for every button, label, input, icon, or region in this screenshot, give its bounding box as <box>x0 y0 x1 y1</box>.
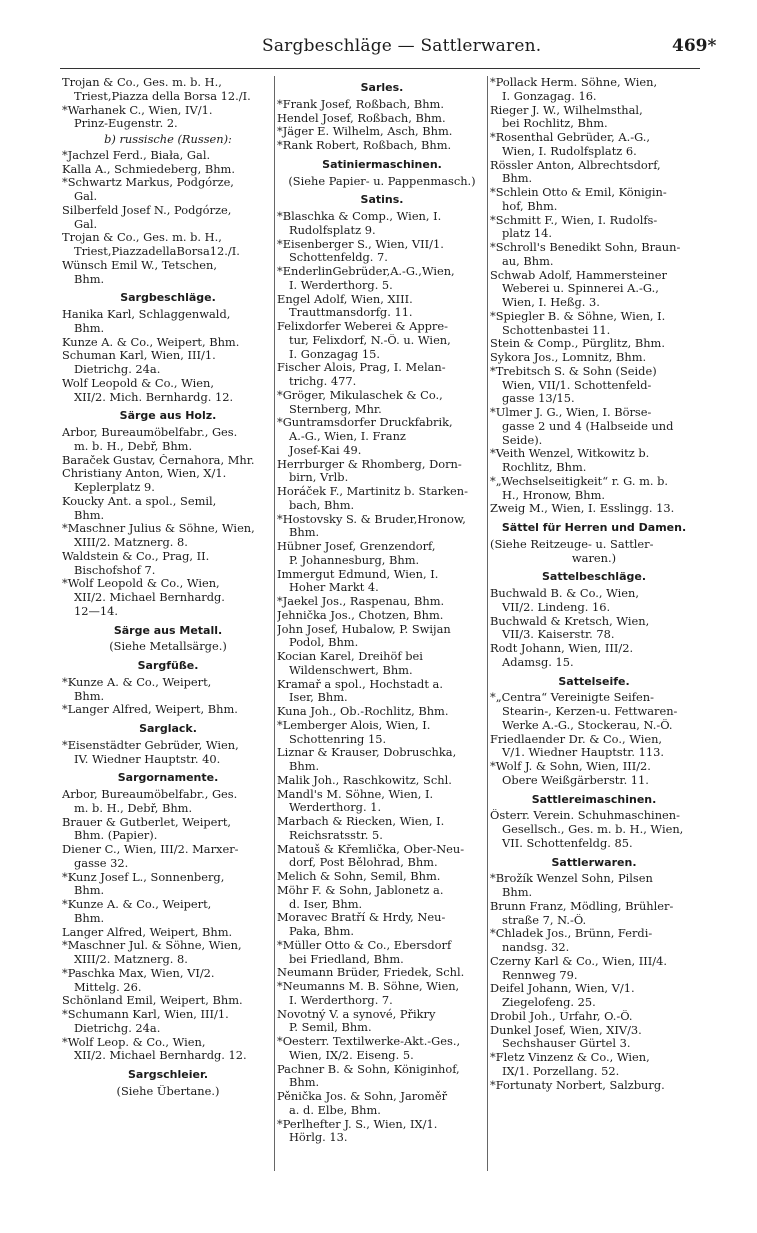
entry-line: Möhr F. & Sohn, Jablonetz a. <box>277 883 444 897</box>
entry-line: Rodt Johann, Wien, III/2. <box>490 642 634 655</box>
entry-continuation: Bhm. (Papier). <box>74 829 158 843</box>
entry-line: Pěnička Jos. & Sohn, Jaroměř <box>277 1090 448 1103</box>
entry-line: Trojan & Co., Ges. m. b. H., <box>62 231 222 245</box>
entry-line: Christiany Anton, Wien, X/1. <box>62 467 227 481</box>
entry-continuation: hof, Bhm. <box>502 199 558 213</box>
entry-line: *Hostovsky S. & Bruder,Hronow, <box>277 512 466 526</box>
entry-continuation: Bhm. <box>74 272 105 286</box>
entry-continuation: bei Friedland, Bhm. <box>289 952 404 966</box>
entry-line: Rieger J. W., Wilhelmsthal, <box>490 103 643 117</box>
entry-continuation: H., Hronow, Bhm. <box>502 488 605 502</box>
entry-continuation: Josef-Kai 49. <box>289 443 362 457</box>
entry-line: Zweig M., Wien, I. Esslingg. 13. <box>490 502 675 516</box>
entry-continuation: Bhm. <box>289 526 320 540</box>
entry-continuation: m. b. H., Debř, Bhm. <box>74 801 193 815</box>
section-heading: Satiniermaschinen. <box>322 157 442 171</box>
entry-line: *Langer Alfred, Weipert, Bhm. <box>62 703 238 717</box>
entry-line: *Schumann Karl, Wien, III/1. <box>62 1008 229 1021</box>
entry-line: Schwab Adolf, Hammersteiner <box>490 268 667 282</box>
entry-line: Wünsch Emil W., Tetschen, <box>62 258 217 272</box>
entry-line: Silberfeld Josef N., Podgórze, <box>62 203 232 217</box>
entry-continuation: Bhm. <box>74 508 105 522</box>
entry-line: *Kunz Josef L., Sonnenberg, <box>62 870 225 884</box>
entry-continuation: bach, Bhm. <box>289 498 355 512</box>
entry-line: (Siehe Reitzeuge- u. Sattler- <box>490 537 654 551</box>
entry-line: Friedlaender Dr. & Co., Wien, <box>490 732 663 746</box>
entry-continuation: Gal. <box>74 217 98 231</box>
entry-continuation: m. b. H., Debř, Bhm. <box>74 439 193 453</box>
entry-line: *Frank Josef, Roßbach, Bhm. <box>277 97 444 111</box>
entry-line: Koucky Ant. a spol., Semil, <box>62 494 217 508</box>
entry-continuation: I. Gonzagag 15. <box>289 347 380 361</box>
entry-continuation: I. Werderthorg. 7. <box>289 993 393 1007</box>
section-heading: Sargbeschläge. <box>120 291 216 305</box>
column-right <box>490 76 698 1092</box>
entry-line: Diener C., Wien, III/2. Marxer- <box>62 843 239 856</box>
entry-line: Schönland Emil, Weipert, Bhm. <box>62 994 243 1008</box>
entry-continuation: Bhm. <box>502 886 533 899</box>
entry-continuation: Dietrichg. 24a. <box>74 1021 161 1035</box>
entry-line: Malik Joh., Raschkowitz, Schl. <box>277 773 452 787</box>
entry-line: Czerny Karl & Co., Wien, III/4. <box>490 954 667 968</box>
entry-line: Hanika Karl, Schlaggenwald, <box>62 308 231 321</box>
entry-line: Sykora Jos., Lomnitz, Bhm. <box>490 351 647 364</box>
section-heading: Sattelbeschläge. <box>541 570 647 584</box>
entry-continuation: nandsg. 32. <box>502 941 570 954</box>
entry-continuation: Trauttmansdorfg. 11. <box>289 306 413 320</box>
entry-continuation: Werke A.-G., Stockerau, N.-Ö. <box>502 718 673 732</box>
entry-continuation: Stearin-, Kerzen-u. Fettwaren- <box>502 705 678 718</box>
entry-line: Arbor, Bureaumöbelfabr., Ges. <box>62 788 238 801</box>
entry-continuation: Dietrichg. 24a. <box>74 363 161 376</box>
entry-continuation: A.-G., Wien, I. Franz <box>289 430 406 443</box>
entry-line: Kocian Karel, Dreihöf bei <box>277 650 423 663</box>
section-heading: Sattlereimaschinen. <box>531 792 657 806</box>
header-rule <box>60 68 700 69</box>
entry-line: Kalla A., Schmiedeberg, Bhm. <box>62 162 235 176</box>
entry-continuation: Rochlitz, Bhm. <box>502 461 587 474</box>
entry-continuation: Bhm. <box>502 172 533 186</box>
entry-line: *Neumanns M. B. Söhne, Wien, <box>277 980 460 993</box>
entry-line: Brauer & Gutberlet, Weipert, <box>62 815 232 829</box>
entry-line: *Eisenstädter Gebrüder, Wien, <box>62 738 239 752</box>
entry-line: Felixdorfer Weberei & Appre- <box>277 320 448 333</box>
entry-continuation: au, Bhm. <box>502 254 554 268</box>
section-heading: Sattlerwaren. <box>551 855 637 869</box>
entry-continuation: dorf, Post Bělohrad, Bhm. <box>289 856 438 870</box>
entry-continuation: d. Iser, Bhm. <box>289 897 363 911</box>
entry-continuation: Wien, IX/2. Eiseng. 5. <box>289 1048 414 1062</box>
entry-continuation: Obere Weißgärberstr. 11. <box>502 773 649 787</box>
entry-continuation: gasse 13/15. <box>502 392 575 406</box>
entry-continuation: VII. Schottenfeldg. 85. <box>502 836 633 850</box>
entry-line: *„Centra“ Vereinigte Seifen- <box>490 691 654 705</box>
entry-continuation: Sechshauser Gürtel 3. <box>502 1037 631 1051</box>
entry-continuation: Schottenbastei 11. <box>502 323 611 337</box>
entry-continuation: Adamsg. 15. <box>502 655 574 669</box>
entry-continuation: Gesellsch., Ges. m. b. H., Wien, <box>502 823 684 836</box>
entry-line: *Fletz Vinzenz & Co., Wien, <box>490 1051 650 1064</box>
entry-continuation: Werderthorg. 1. <box>289 801 382 815</box>
entry-continuation: Prinz-Eugenstr. 2. <box>74 117 178 131</box>
entry-line: *Maschner Julius & Söhne, Wien, <box>62 522 255 536</box>
entry-continuation: IV. Wiedner Hauptstr. 40. <box>74 752 221 766</box>
entry-continuation: V/1. Wiedner Hauptstr. 113. <box>502 746 665 760</box>
entry-continuation: Seide). <box>502 433 543 447</box>
entry-continuation: Bhm. <box>74 911 105 925</box>
entry-continuation: bei Rochlitz, Bhm. <box>502 117 608 131</box>
cross-reference: (Siehe Papier- u. Pappenmasch.) <box>288 174 476 188</box>
entry-line: *Blaschka & Comp., Wien, I. <box>277 210 442 223</box>
entry-line: *Guntramsdorfer Druckfabrik, <box>277 416 453 430</box>
entry-line: *Wolf Leopold & Co., Wien, <box>62 577 220 591</box>
entry-line: *Jaekel Jos., Raspenau, Bhm. <box>277 595 445 608</box>
entry-line: Kunze A. & Co., Weipert, Bhm. <box>62 335 240 349</box>
entry-line: *Pollack Herm. Söhne, Wien, <box>490 76 658 89</box>
entry-continuation: trichg. 477. <box>289 375 357 388</box>
entry-line: Marbach & Riecken, Wien, I. <box>277 815 445 828</box>
entry-continuation: birn, Vrlb. <box>289 471 349 485</box>
entry-continuation: Rudolfsplatz 9. <box>289 223 376 237</box>
entry-line: Schuman Karl, Wien, III/1. <box>62 349 216 363</box>
entry-line: Hübner Josef, Grenzendorf, <box>277 540 436 553</box>
entry-line: Matouš & Křemlička, Ober-Neu- <box>277 842 465 856</box>
entry-line: Arbor, Bureaumöbelfabr., Ges. <box>62 426 238 439</box>
entry-continuation: Bhm. <box>74 884 105 898</box>
entry-continuation: Bischofshof 7. <box>74 563 156 577</box>
entry-continuation: Podol, Bhm. <box>289 636 359 650</box>
section-heading: Sarglack. <box>139 722 197 735</box>
entry-line: Baraček Gustav, Černahora, Mhr. <box>62 453 255 467</box>
entry-line: Immergut Edmund, Wien, I. <box>277 567 439 581</box>
column-left <box>62 76 274 1099</box>
entry-line: *Rank Robert, Roßbach, Bhm. <box>277 139 452 152</box>
entry-continuation: Wien, I. Rudolfsplatz 6. <box>502 144 637 158</box>
entry-line: *Eisenberger S., Wien, VII/1. <box>277 237 444 251</box>
entry-continuation: Wildenschwert, Bhm. <box>289 663 413 677</box>
entry-continuation: gasse 2 und 4 (Halbseide und <box>502 419 674 433</box>
entry-continuation: 12—14. <box>74 604 118 618</box>
entry-line: *Wolf J. & Sohn, Wien, III/2. <box>490 760 651 773</box>
column-divider <box>274 76 275 1171</box>
entry-continuation: XIII/2. Matznerg. 8. <box>74 536 188 549</box>
section-heading: Särge aus Metall. <box>113 623 223 637</box>
section-heading: Sattelseife. <box>558 674 630 688</box>
entry-line: John Josef, Hubalow, P. Swijan <box>277 622 451 636</box>
entry-line: *Maschner Jul. & Söhne, Wien, <box>62 939 242 953</box>
entry-continuation: VII/3. Kaiserstr. 78. <box>502 628 615 642</box>
entry-continuation: P. Semil, Bhm. <box>289 1021 372 1035</box>
entry-continuation: straße 7, N.-Ö. <box>502 913 587 927</box>
entry-continuation: Bhm. <box>289 1076 320 1090</box>
entry-continuation: Mittelg. 26. <box>74 980 142 994</box>
entry-line: Mandl's M. Söhne, Wien, I. <box>277 787 434 801</box>
entry-continuation: gasse 32. <box>74 856 129 870</box>
entry-continuation: Schottenring 15. <box>289 732 387 746</box>
entry-line: *Jäger E. Wilhelm, Asch, Bhm. <box>277 125 453 139</box>
section-heading: Sargornamente. <box>117 771 219 785</box>
entry-continuation: Weberei u. Spinnerei A.-G., <box>502 282 659 296</box>
entry-line: Buchwald B. & Co., Wien, <box>490 587 639 600</box>
entry-continuation: tur, Felixdorf, N.-Ö. u. Wien, <box>289 333 451 347</box>
section-heading: Sargschleier. <box>127 1068 209 1081</box>
entry-continuation: Wien, I. Heßg. 3. <box>502 296 600 309</box>
entry-line: Rössler Anton, Albrechtsdorf, <box>490 158 661 172</box>
entry-line: Engel Adolf, Wien, XIII. <box>277 292 413 306</box>
entry-line: *Fortunaty Norbert, Salzburg. <box>490 1078 665 1092</box>
entry-line: *Veith Wenzel, Witkowitz b. <box>490 447 650 461</box>
entry-continuation: I. Gonzagag. 16. <box>502 89 597 103</box>
entry-line: Novotný V. a synové, Přikry <box>277 1007 436 1021</box>
entry-line: Österr. Verein. Schuhmaschinen- <box>490 809 680 823</box>
entry-continuation: XII/2. Michael Bernhardg. <box>74 591 225 604</box>
entry-continuation: Triest,Piazza della Borsa 12./I. <box>74 89 251 103</box>
page-number: 469* <box>672 36 717 56</box>
entry-line: Liznar & Krauser, Dobruschka, <box>277 746 457 760</box>
entry-line: *Gröger, Mikulaschek & Co., <box>277 388 443 402</box>
entry-line: *Wolf Leop. & Co., Wien, <box>62 1035 206 1049</box>
entry-continuation: Bhm. <box>74 689 105 703</box>
entry-line: *Perlhefter J. S., Wien, IX/1. <box>277 1117 438 1131</box>
entry-line: *Schwartz Markus, Podgórze, <box>62 176 234 190</box>
entry-continuation: Gal. <box>74 190 98 203</box>
cross-reference: (Siehe Metallsärge.) <box>109 640 227 654</box>
entry-continuation: XIII/2. Matznerg. 8. <box>74 953 188 966</box>
entry-line: *Ulmer J. G., Wien, I. Börse- <box>490 406 652 419</box>
entry-line: *Kunze A. & Co., Weipert, <box>62 898 212 911</box>
entry-continuation: Triest,PiazzadellaBorsa12./I. <box>74 245 240 258</box>
entry-line: Buchwald & Kretsch, Wien, <box>490 614 650 628</box>
entry-line: Dunkel Josef, Wien, XIV/3. <box>490 1023 642 1037</box>
entry-continuation: Bhm. <box>289 760 320 773</box>
entry-continuation: Paka, Bhm. <box>289 925 355 938</box>
entry-line: Jehnička Jos., Chotzen, Bhm. <box>277 608 444 622</box>
column-middle <box>277 76 487 1145</box>
entry-continuation: XII/2. Michael Bernhardg. 12. <box>74 1049 247 1063</box>
entry-line: *Trebitsch S. & Sohn (Seide) <box>490 364 657 378</box>
entry-continuation: IX/1. Porzellang. 52. <box>502 1064 620 1078</box>
entry-line: *Warhanek C., Wien, IV/1. <box>62 103 213 117</box>
entry-line: Herrburger & Rhomberg, Dorn- <box>277 457 462 471</box>
entry-continuation: Reichsratsstr. 5. <box>289 828 383 842</box>
section-heading: Särge aus Holz. <box>119 409 217 423</box>
entry-line: *Schlein Otto & Emil, Königin- <box>490 186 667 199</box>
subsection-heading: b) russische (Russen): <box>104 133 232 146</box>
entry-line: Fischer Alois, Prag, I. Melan- <box>277 361 446 375</box>
entry-line: *„Wechselseitigkeit“ r. G. m. b. <box>490 474 669 488</box>
entry-continuation: I. Werderthorg. 5. <box>289 278 393 292</box>
column-divider <box>487 76 488 1171</box>
section-heading: Sargfüße. <box>137 659 199 672</box>
entry-line: Deifel Johann, Wien, V/1. <box>490 982 635 996</box>
entry-line: Pachner B. & Sohn, Königinhof, <box>277 1062 460 1076</box>
entry-line: *Oesterr. Textilwerke-Akt.-Ges., <box>277 1035 461 1048</box>
entry-continuation: Keplerplatz 9. <box>74 481 155 494</box>
entry-line: Trojan & Co., Ges. m. b. H., <box>62 76 222 89</box>
entry-line: *Jachzel Ferd., Biała, Gal. <box>62 148 211 162</box>
entry-line: Waldstein & Co., Prag, II. <box>62 549 210 563</box>
entry-line: *Schmitt F., Wien, I. Rudolfs- <box>490 213 658 227</box>
entry-continuation: platz 14. <box>502 227 553 241</box>
entry-continuation: Hoher Markt 4. <box>289 581 379 595</box>
entry-line: *Chladek Jos., Brünn, Ferdi- <box>490 927 653 941</box>
entry-continuation: Sternberg, Mhr. <box>289 402 382 416</box>
entry-continuation: VII/2. Lindeng. 16. <box>502 600 611 614</box>
page-header <box>0 30 757 60</box>
entry-line: Brunn Franz, Mödling, Brühler- <box>490 899 674 913</box>
entry-continuation: a. d. Elbe, Bhm. <box>289 1103 381 1117</box>
cross-reference: (Siehe Übertane.) <box>116 1084 220 1098</box>
entry-continuation: Ziegelofeng. 25. <box>502 996 596 1009</box>
entry-line: *Paschka Max, Wien, VI/2. <box>62 966 215 980</box>
entry-continuation: Rennweg 79. <box>502 968 578 982</box>
entry-continuation: Hörlg. 13. <box>289 1131 348 1145</box>
entry-line: *Rosenthal Gebrüder, A.-G., <box>490 131 651 144</box>
entry-line: Kramař a spol., Hochstadt a. <box>277 677 443 691</box>
page-title: Sargbeschläge — Sattlerwaren. <box>262 36 542 56</box>
entry-line: Horáček F., Martinitz b. Starken- <box>277 485 468 498</box>
entry-line: Melich & Sohn, Semil, Bhm. <box>277 870 441 883</box>
entry-line: Kuna Joh., Ob.-Rochlitz, Bhm. <box>277 705 449 718</box>
entry-line: Wolf Leopold & Co., Wien, <box>62 376 214 390</box>
entry-line: *Lemberger Alois, Wien, I. <box>277 718 431 732</box>
entry-continuation: XII/2. Mich. Bernhardg. 12. <box>74 390 234 404</box>
entry-continuation: Wien, VII/1. Schottenfeld- <box>502 378 652 392</box>
entry-line: *Schroll's Benedikt Sohn, Braun- <box>490 241 681 254</box>
entry-line: Drobil Joh., Urfahr, O.-Ö. <box>490 1009 633 1023</box>
cross-reference: waren.) <box>571 551 617 565</box>
entry-continuation: Schottenfeldg. 7. <box>289 251 388 265</box>
entry-line: *Kunze A. & Co., Weipert, <box>62 675 212 689</box>
section-heading: Sarles. <box>360 81 404 94</box>
entry-line: *EnderlinGebrüder,A.-G.,Wien, <box>277 265 455 278</box>
entry-line: Moravec Bratří & Hrdy, Neu- <box>277 911 446 925</box>
entry-line: *Spiegler B. & Söhne, Wien, I. <box>490 309 666 323</box>
entry-line: Langer Alfred, Weipert, Bhm. <box>62 925 233 939</box>
entry-continuation: P. Johannesburg, Bhm. <box>289 553 420 567</box>
entry-line: Neumann Brüder, Friedek, Schl. <box>277 966 465 980</box>
entry-line: *Müller Otto & Co., Ebersdorf <box>277 938 452 952</box>
section-heading: Satins. <box>360 193 404 207</box>
entry-line: Hendel Josef, Roßbach, Bhm. <box>277 111 446 125</box>
entry-line: *Brožík Wenzel Sohn, Pilsen <box>490 872 653 886</box>
entry-continuation: Bhm. <box>74 321 105 335</box>
entry-continuation: Iser, Bhm. <box>289 691 348 705</box>
entry-line: Stein & Comp., Pürglitz, Bhm. <box>490 337 665 351</box>
section-heading: Sättel für Herren und Damen. <box>501 521 687 534</box>
